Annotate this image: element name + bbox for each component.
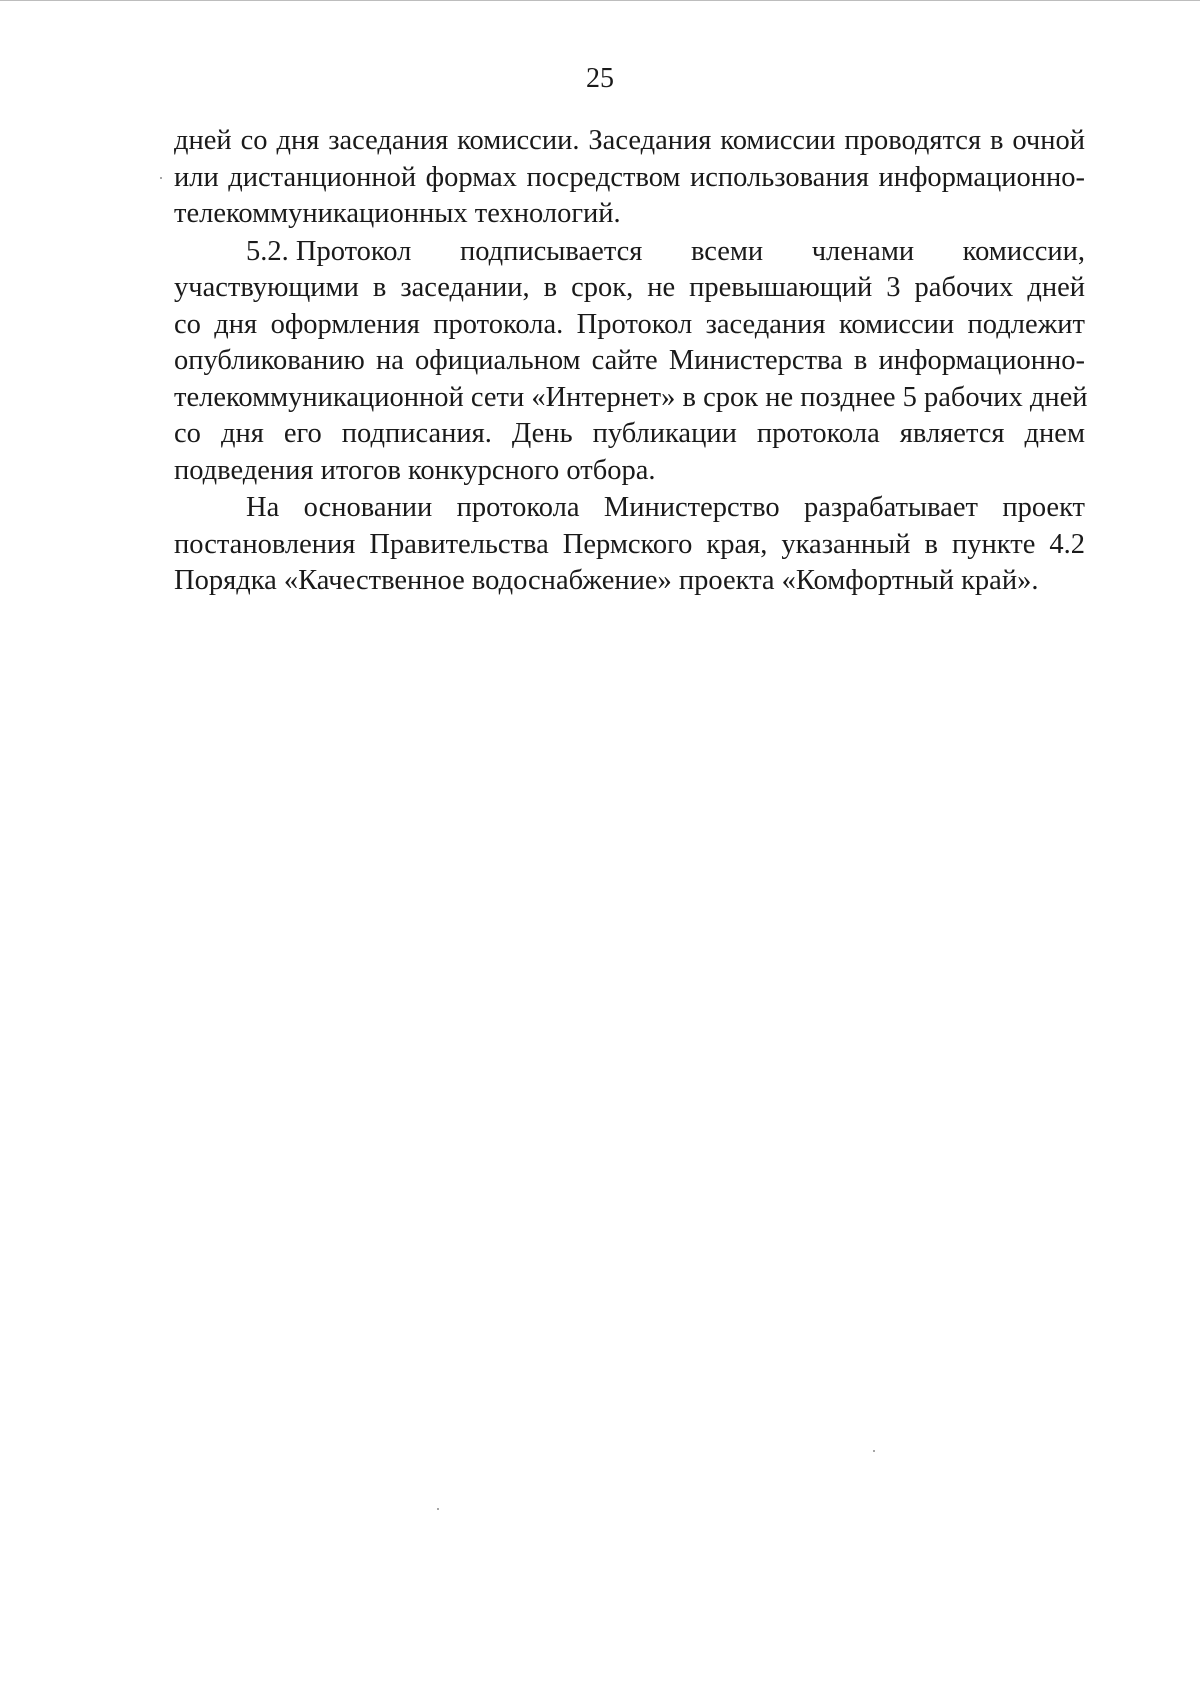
paragraph-3 [174,490,1085,600]
paragraph-line: дней со дня заседания комиссии. Заседания комиссии проводятся в очной [174,125,1085,156]
scan-speck [437,1508,439,1510]
paragraph-line: опубликованию на официальном сайте Министерства в информационно- [174,345,1085,376]
paragraph-line: постановления Правительства Пермского края, указанный в пункте 4.2 [174,528,1085,560]
page-number: 25 [586,63,614,94]
paragraph-line: подведения итогов конкурсного отбора. [174,454,656,486]
word: всеми [690,235,764,267]
document-body [174,123,1088,601]
paragraph-line: участвующими в заседании, в срок, не превышающий 3 рабочих дней [174,272,1085,303]
paragraph-line: Порядка «Качественное водоснабжение» проекта «Комфортный край». [174,565,1039,596]
paragraph-1 [174,123,1085,233]
paragraph-line: со дня оформления протокола. Протокол заседания комиссии подлежит [174,308,1085,340]
scan-speck [873,1450,875,1452]
word: членами [811,235,915,267]
paragraph-line: или дистанционной формах посредством использования информационно- [174,161,1085,193]
word: 5.2. Протокол [246,235,412,267]
paragraph-line: телекоммуникационной сети «Интернет» в срок не позднее 5 рабочих дней [174,381,1088,413]
paragraph-line: телекоммуникационных технологий. [174,198,621,229]
paragraph-first-line [174,234,1085,271]
paragraph-line: На основании протокола Министерство разрабатывает проект [246,492,1085,523]
word: комиссии, [962,235,1085,267]
word: подписывается [459,235,643,267]
paragraph-line: со дня его подписания. День публикации протокола является днем [174,418,1085,449]
scan-speck [160,177,162,179]
paragraph-5-2 [174,234,1088,490]
